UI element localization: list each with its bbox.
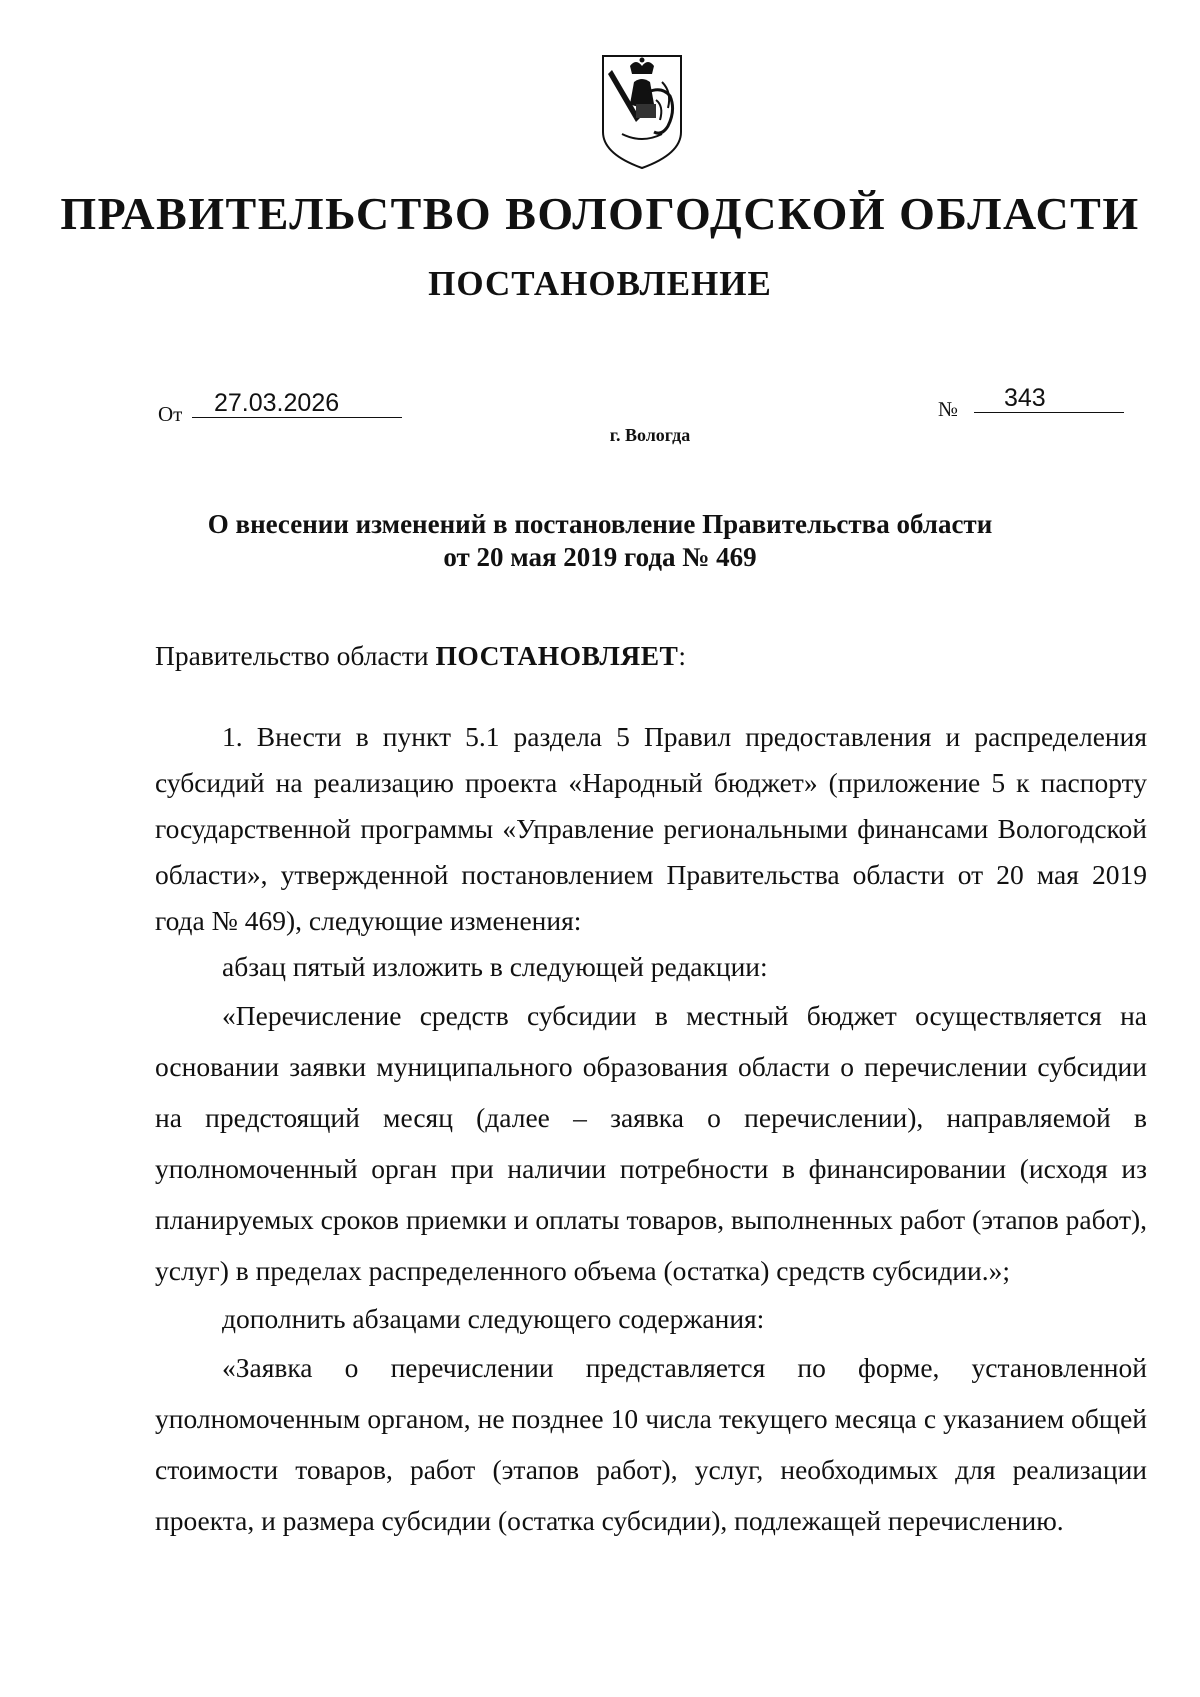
- decree-intro: Правительство области: [155, 640, 429, 671]
- coat-of-arms-emblem: [600, 52, 684, 170]
- number-value: 343: [974, 383, 1124, 413]
- decree-word: ПОСТАНОВЛЯЕТ: [435, 640, 679, 671]
- paragraph: 1. Внести в пункт 5.1 раздела 5 Правил предоставления и распределения субсидий на реализацию проекта «Народный бюджет» (приложение 5 к паспорту государственной программы «Управление региональными финансами Вологодской области», утвержденной постановлением Правительства области от 20 мая 2019 года № 469), следующие изменения:: [155, 721, 1147, 936]
- document-type: ПОСТАНОВЛЕНИЕ: [428, 264, 772, 303]
- paragraph: дополнить абзацами следующего содержания:: [222, 1303, 765, 1334]
- subject-line: О внесении изменений в постановление Правительства области: [207, 509, 993, 539]
- date-value: 27.03.2026: [192, 388, 402, 418]
- paragraph: абзац пятый изложить в следующей редакции:: [222, 951, 768, 982]
- decree-line: [155, 638, 1147, 674]
- city-label: г. Вологда: [609, 425, 691, 445]
- number-prefix: №: [938, 397, 959, 421]
- document-subject: [0, 508, 1200, 574]
- government-title: ПРАВИТЕЛЬСТВО ВОЛОГОДСКОЙ ОБЛАСТИ: [60, 188, 1140, 239]
- decree-colon: :: [678, 640, 687, 671]
- paragraph: «Заявка о перечислении представляется по форме, установленной уполномоченным органом, не позднее 10 числа текущего месяца с указанием общей стоимости товаров, работ (этапов работ), услуг, необходимых для реализации проекта, и размера субсидии (остатка субсидии), подлежащей перечислению.: [155, 1352, 1147, 1536]
- document-body: [155, 638, 1147, 1546]
- subject-line: от 20 мая 2019 года № 469: [443, 542, 757, 572]
- date-prefix: От: [158, 402, 183, 426]
- paragraph: «Перечисление средств субсидии в местный бюджет осуществляется на основании заявки муниципального образования области о перечислении субсидии на предстоящий месяц (далее – заявка о перечислении), направляемой в уполномоченный орган при наличии потребности в финансировании (исходя из планируемых сроков приемки и оплаты товаров, выполненных работ (этапов работ), услуг) в пределах распределенного объема (остатка) средств субсидии.»;: [155, 1000, 1147, 1286]
